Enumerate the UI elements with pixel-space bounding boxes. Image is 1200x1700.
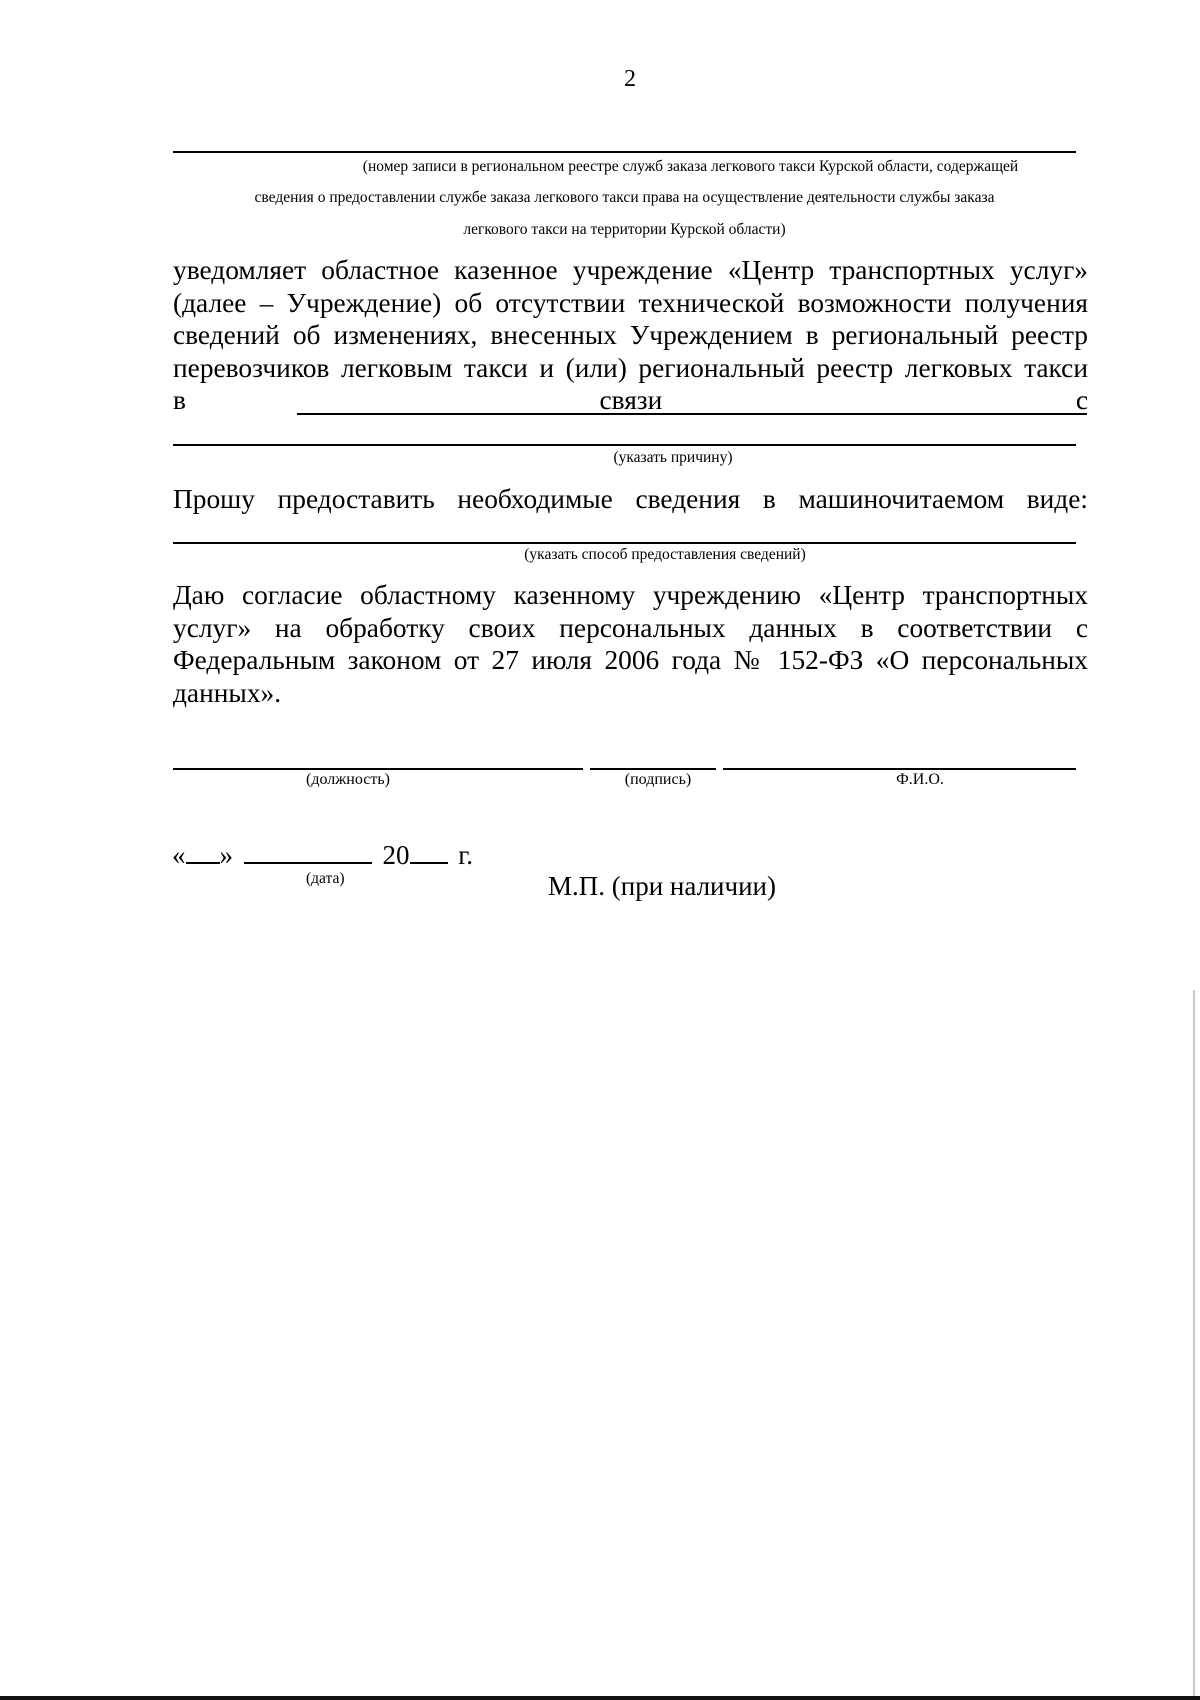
notice-line: (далее – Учреждение) об отсутствии технической возможности получения bbox=[173, 287, 1088, 318]
page-edge-bottom bbox=[0, 1696, 1200, 1700]
notice-line: в связи с bbox=[173, 385, 1088, 416]
signature-label: (подпись) bbox=[624, 771, 692, 788]
notice-line: сведений об изменениях, внесенных Учреждением в региональный реестр bbox=[173, 320, 1088, 351]
consent-line: услуг» на обработку своих персональных данных в соответствии с bbox=[173, 612, 1088, 643]
reason-caption: (указать причину) bbox=[613, 449, 733, 466]
position-line[interactable] bbox=[173, 768, 583, 770]
consent-line: данных». bbox=[173, 677, 282, 708]
month-blank[interactable] bbox=[244, 838, 372, 864]
page-edge-right bbox=[1193, 990, 1195, 1696]
name-label: Ф.И.О. bbox=[896, 771, 944, 788]
signature-line[interactable] bbox=[590, 768, 716, 770]
year-prefix: 20 bbox=[382, 840, 410, 870]
registry-record-line[interactable] bbox=[173, 151, 1076, 153]
date-row bbox=[172, 838, 473, 871]
name-line[interactable] bbox=[723, 768, 1076, 770]
year-blank[interactable] bbox=[410, 838, 448, 864]
notice-line: перевозчиков легковым такси и (или) региональный реестр легковых такси bbox=[173, 352, 1088, 383]
notice-line: уведомляет областное казенное учреждение «Центр транспортных услуг» bbox=[173, 255, 1088, 285]
consent-paragraph bbox=[173, 579, 1088, 709]
date-caption: (дата) bbox=[306, 870, 345, 887]
request-line: Прошу предоставить необходимые сведения в машиночитаемом виде: bbox=[173, 484, 1088, 514]
position-label: (должность) bbox=[306, 771, 390, 788]
reason-inline-line[interactable] bbox=[297, 413, 1087, 415]
method-line[interactable] bbox=[173, 542, 1076, 544]
date-close-quote: » bbox=[219, 840, 233, 870]
method-caption: (указать способ предоставления сведений) bbox=[524, 546, 806, 563]
page-number: 2 bbox=[624, 66, 636, 92]
request-paragraph bbox=[173, 483, 1088, 516]
consent-line: Даю согласие областному казенному учреждению «Центр транспортных bbox=[173, 580, 1088, 610]
registry-caption-line1: (номер записи в региональном реестре служб заказа легкового такси Курской области, содержащей bbox=[362, 158, 1019, 175]
stamp-label: М.П. (при наличии) bbox=[548, 871, 776, 901]
notice-paragraph bbox=[173, 254, 1088, 417]
year-suffix: г. bbox=[458, 840, 474, 870]
consent-line: Федеральным законом от 27 июля 2006 года № 152-ФЗ «О персональных bbox=[173, 645, 1088, 676]
registry-caption-line3: легкового такси на территории Курской области) bbox=[463, 221, 786, 238]
date-open-quote: « bbox=[172, 840, 186, 870]
day-blank[interactable] bbox=[186, 838, 220, 864]
reason-line[interactable] bbox=[173, 444, 1076, 446]
registry-caption-line2: сведения о предоставлении службе заказа легкового такси права на осуществление деятельности службы заказа bbox=[254, 189, 995, 206]
